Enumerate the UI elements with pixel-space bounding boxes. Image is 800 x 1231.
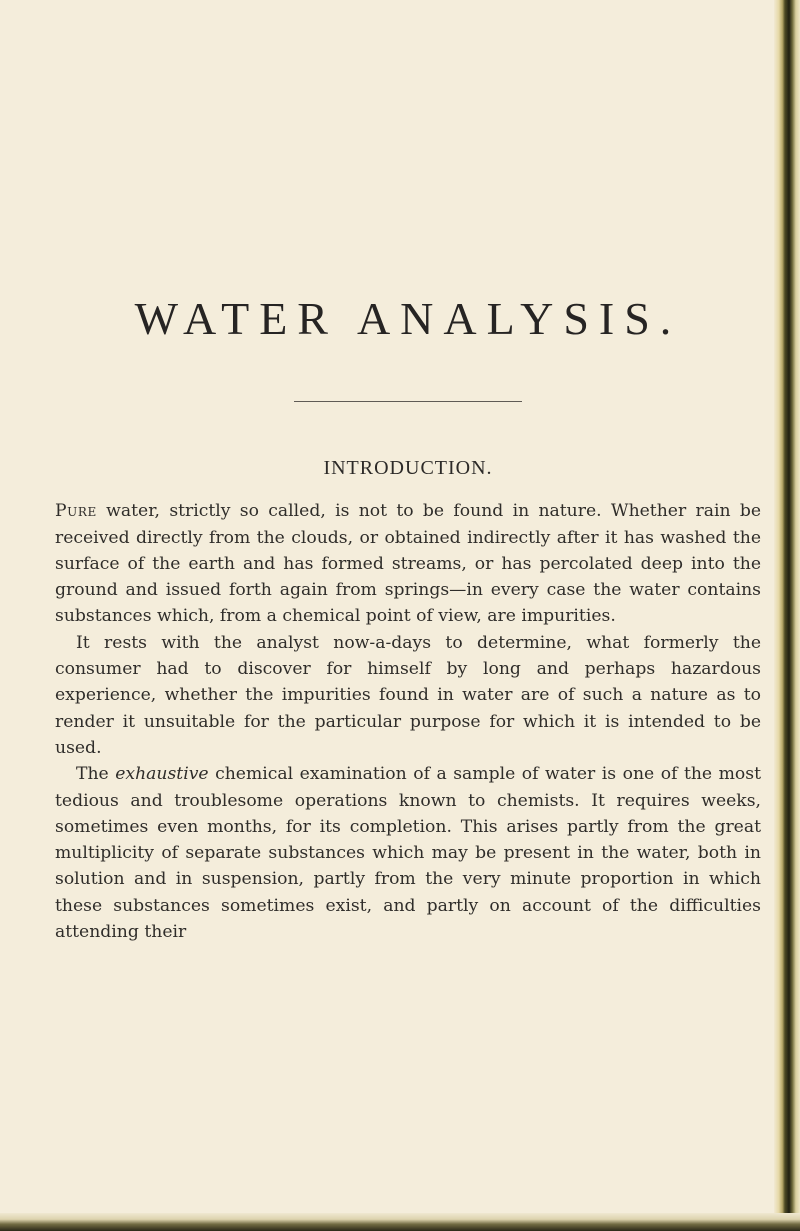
paragraph-1-text: water, strictly so called, is not to be found in nature. Whether rain be received directly from the clouds, or obtained indirectly after it has washed the surface of the earth and has formed streams, or has percolated deep into the ground and issued forth again from springs—in every case the water contains substances which, from a chemical point of view, are impurities.	[55, 501, 761, 627]
paragraph-3-after: chemical examination of a sample of water is one of the most tedious and troublesome operations known to chemists. It requires weeks, sometimes even months, for its completion. This arises partly from the great multiplicity of separate substances which may be present in the water, both in solution and in suspension, partly from the very minute proportion in which these substances sometimes exist, and partly on account of the difficulties attending their	[55, 764, 761, 943]
page-content	[55, 295, 761, 945]
body-text	[55, 498, 761, 945]
page-edge-bottom	[0, 1213, 800, 1231]
book-title: WATER ANALYSIS.	[134, 293, 682, 344]
paragraph-1	[55, 498, 761, 629]
paragraph-1-lead: Pure	[55, 501, 97, 522]
paragraph-2-text: It rests with the analyst now-a-days to determine, what formerly the consumer had to discover for himself by long and perhaps hazardous experience, whether the impurities found in water are of such a nature as to render it unsuitable for the particular purpose for which it is intended to be used.	[55, 632, 761, 758]
paragraph-3	[55, 761, 761, 945]
page-edge-right	[774, 0, 800, 1231]
title-rule	[294, 401, 522, 402]
section-heading: INTRODUCTION.	[323, 457, 493, 480]
paragraph-3-italic: exhaustive	[115, 764, 209, 785]
paragraph-2	[55, 630, 761, 761]
paragraph-3-before: The	[76, 764, 116, 785]
